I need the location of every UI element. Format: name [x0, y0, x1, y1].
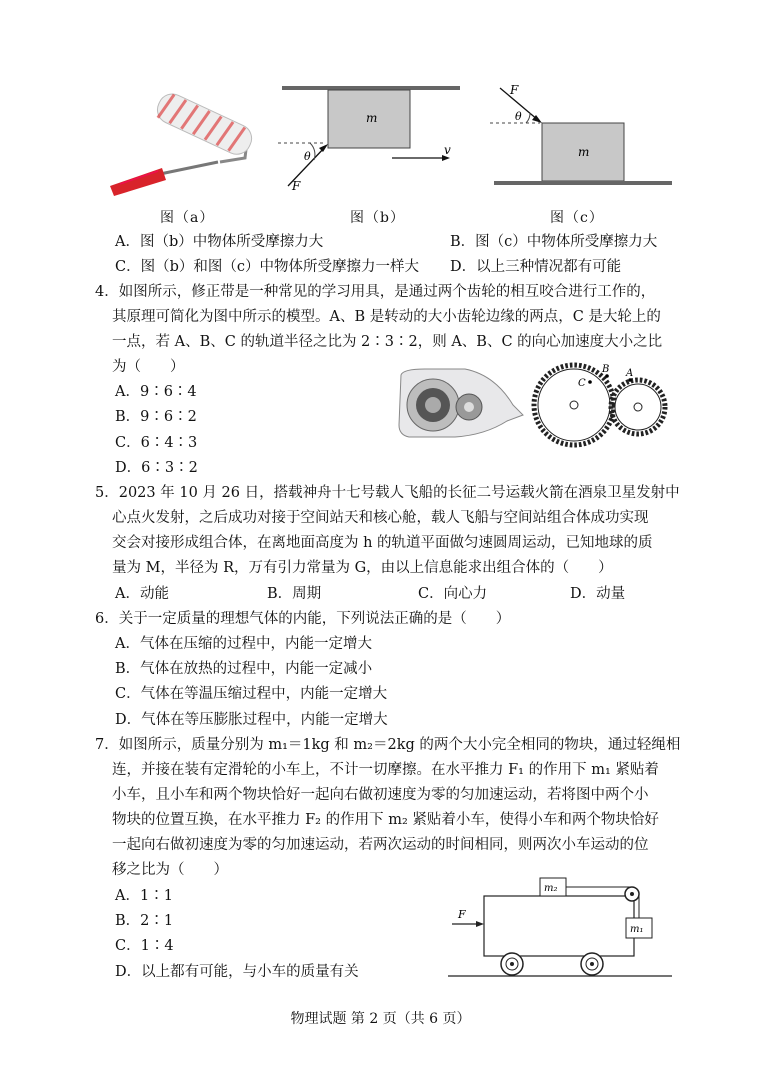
ceiling-surface [282, 86, 460, 90]
force-label-b: F [292, 179, 301, 193]
q4-option-d: D．6∶3∶2 [115, 460, 198, 476]
q3-option-b: B．图（c）中物体所受摩擦力大 [450, 234, 658, 250]
q5-option-b: B．周期 [267, 586, 322, 602]
q4-line-2: 其原理可简化为图中所示的模型。A、B 是转动的大小齿轮边缘的两点，C 是大轮上的 [112, 309, 661, 325]
force-label-c: F [510, 83, 519, 97]
q5-line-1: 5．2023 年 10 月 26 日，搭载神舟十七号载人飞船的长征二号运载火箭在酒泉卫星发射中 [95, 485, 680, 501]
q7-line-4: 物块的位置互换，在水平推力 F₂ 的作用下 m₂ 紧贴着小车，使得小车和两个物块恰好 [112, 812, 659, 828]
q7-option-c: C．1∶4 [115, 938, 174, 954]
gear-point-a: A [626, 368, 634, 379]
gear-point-b: B [602, 364, 610, 375]
q4-line-4: 为（ ） [112, 359, 185, 375]
gears-diagram [522, 360, 672, 450]
q6-option-c: C．气体在等温压缩过程中，内能一定增大 [115, 686, 388, 702]
q4-line-3: 一点，若 A、B、C 的轨道半径之比为 2∶3∶2，则 A、B、C 的向心加速度大小之比 [112, 334, 663, 350]
gear-point-c: C [578, 378, 586, 389]
correction-tape-icon [399, 369, 523, 437]
figure-b-diagram [278, 78, 464, 196]
q5-line-2: 心点火发射，之后成功对接于空间站天和核心舱，载人飞船与空间站组合体成功实现 [112, 510, 649, 526]
q5-option-d: D．动量 [570, 586, 626, 602]
angle-theta-b: θ [304, 150, 311, 163]
q7-option-a: A．1∶1 [115, 888, 173, 904]
q6-option-a: A．气体在压缩的过程中，内能一定增大 [115, 636, 372, 652]
paint-roller-figure [100, 92, 260, 204]
q3-option-c: C．图（b）和图（c）中物体所受摩擦力一样大 [115, 259, 419, 275]
q7-option-d: D．以上都有可能，与小车的质量有关 [115, 964, 359, 980]
wheel-right-icon [581, 953, 603, 975]
q5-line-4: 量为 M，半径为 R，万有引力常量为 G，由以上信息能求出组合体的（ ） [112, 560, 613, 576]
small-gear-icon [611, 380, 665, 434]
q5-option-a: A．动能 [115, 586, 169, 602]
caption-figure-b: 图（b） [350, 210, 405, 226]
q7-line-2: 连，并接在装有定滑轮的小车上，不计一切摩擦。在水平推力 F₁ 的作用下 m₁ 紧贴着 [112, 762, 659, 778]
q4-line-1: 4．如图所示，修正带是一种常见的学习用具，是通过两个齿轮的相互咬合进行工作的， [95, 284, 656, 300]
paint-roller-icon [110, 92, 256, 196]
q4-option-c: C．6∶4∶3 [115, 435, 198, 451]
page-footer: 物理试题 第 2 页（共 6 页） [290, 1011, 471, 1027]
cart-body [484, 896, 634, 956]
angle-theta-c: θ [515, 110, 522, 123]
velocity-label: v [444, 143, 451, 157]
caption-figure-c: 图（c） [550, 210, 604, 226]
q6-option-d: D．气体在等压膨胀过程中，内能一定增大 [115, 712, 388, 728]
correction-tape-figure [395, 365, 525, 443]
q7-line-3: 小车，且小车和两个物块恰好一起向右做初速度为零的匀加速运动，若将图中两个小 [112, 787, 649, 803]
figure-c-diagram [490, 80, 676, 192]
large-gear-icon [534, 365, 614, 445]
q4-option-b: B．9∶6∶2 [115, 409, 197, 425]
q4-option-a: A．9∶6∶4 [115, 384, 197, 400]
q7-line-1: 7．如图所示，质量分别为 m₁＝1kg 和 m₂＝2kg 的两个大小完全相同的物块，通过轻绳相 [95, 737, 681, 753]
q7-line-6: 移之比为（ ） [112, 862, 228, 878]
wheel-left-icon [501, 953, 523, 975]
block-mass-label-c: m [578, 145, 590, 159]
m2-label: m₂ [544, 883, 558, 894]
q6-line-1: 6．关于一定质量的理想气体的内能，下列说法正确的是（ ） [95, 611, 511, 627]
q6-option-b: B．气体在放热的过程中，内能一定减小 [115, 661, 373, 677]
q7-line-5: 一起向右做初速度为零的匀加速运动，若两次运动的时间相同，则两次小车运动的位 [112, 837, 649, 853]
q5-option-c: C．向心力 [418, 586, 488, 602]
q3-option-a: A．图（b）中物体所受摩擦力大 [115, 234, 324, 250]
block-mass-label: m [366, 111, 378, 125]
q3-option-d: D．以上三种情况都有可能 [450, 259, 622, 275]
caption-figure-a: 图（a） [160, 210, 215, 226]
m1-label: m₁ [630, 924, 644, 935]
q7-option-b: B．2∶1 [115, 913, 174, 929]
floor-surface [494, 181, 672, 185]
force-label-q7: F [458, 908, 466, 921]
q5-line-3: 交会对接形成组合体，在离地面高度为 h 的轨道平面做匀速圆周运动，已知地球的质 [112, 535, 653, 551]
cart-pulley-diagram [448, 872, 676, 982]
